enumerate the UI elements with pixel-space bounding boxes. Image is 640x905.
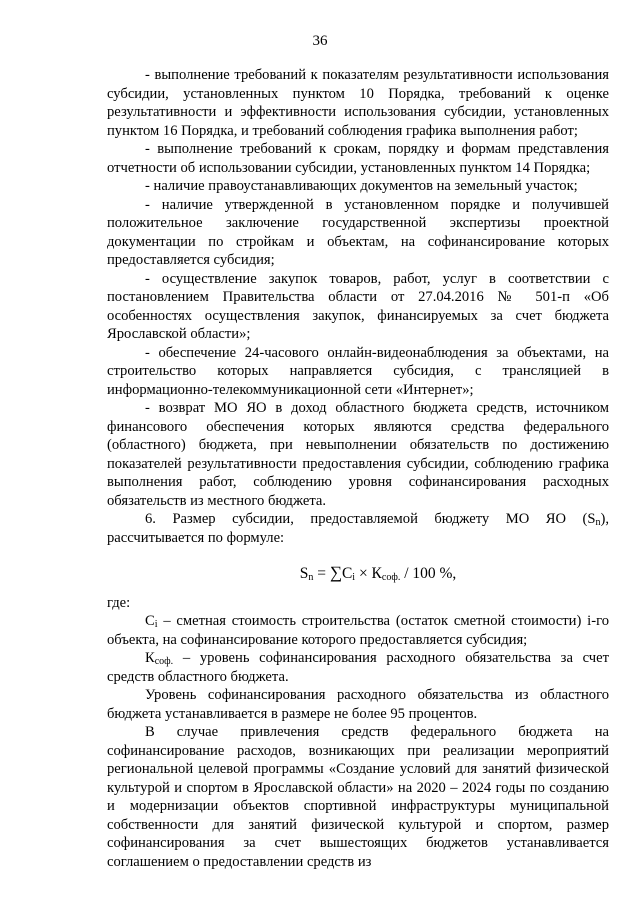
formula-lhs-sub: n [308,572,314,583]
para6-sub: n [595,517,601,528]
def-ci-symbol: C [145,613,155,629]
def-ci-text: – сметная стоимость строительства (остаток сметной стоимости) i-го объекта, на софинансирование которого предоставляется субсидия; [107,613,609,648]
formula-times: × К [355,565,382,582]
page-number: 36 [312,33,328,49]
formula-c-sub: i [352,572,356,583]
paragraph-federal-budget: В случае привлечения средств федерального бюджета на софинансирование расходов, возникающих при реализации мероприятий региональной целевой программы «Создание условий для занятий физической культурой и спортом в Ярославской области» на 2020 – 2024 годы по созданию и модернизации объектов спортивной инфраструктуры муниципальной собственности для занятий физической культурой и спортом, размер софинансирования за счет вышестоящих бюджетов устанавливается соглашением о предоставлении средств из [107,724,609,870]
formula-k-sub: соф. [381,572,401,583]
document-body [107,66,609,871]
para6-text: 6. Размер субсидии, предоставляемой бюджету МО ЯО (S [145,511,596,527]
list-item: - выполнение требований к срокам, порядку и формам представления отчетности об использовании субсидии, установленных пунктом 14 Порядка; [107,141,609,176]
def-ci-sub: i [154,619,158,630]
paragraph-subsidy-size [107,510,609,547]
list-item: - наличие правоустанавливающих документов на земельный участок; [145,178,578,194]
formula-rest: / 100 %, [400,565,457,582]
list-item: - наличие утвержденной в установленном порядке и получившей положительное заключение государственной экспертизы проектной документации по стройкам и объектам, на софинансирование которых предоставляется субсидия; [107,196,609,268]
paragraph-cofinancing-level: Уровень софинансирования расходного обязательства из областного бюджета устанавливается в размере не более 95 процентов. [107,687,609,722]
formula-sigma: ∑ [329,563,342,582]
formula-eq: = [313,565,330,582]
formula-lhs: S [299,565,309,582]
list-item: - выполнение требований к показателям результативности использования субсидии, установленных пунктом 10 Порядка, требований к оценке результативности и эффективности использования субсидии, установленных пунктом 16 Порядка, и требований соблюдения графика выполнения работ; [107,67,609,139]
def-k-sub: соф. [154,656,174,667]
list-item: - обеспечение 24-часового онлайн-видеонаблюдения за объектами, на строительство которых направляется субсидия, с трансляцией в информационно-телекоммуникационной сети «Интернет»; [107,344,609,398]
definition-ci [107,612,609,649]
where-label: где: [107,594,131,611]
para6-tail: ), рассчитывается по формуле: [107,511,609,546]
definition-k [107,649,609,686]
def-k-symbol: К [145,650,155,666]
list-item: - осуществление закупок товаров, работ, услуг в соответствии с постановлением Правительства области от 27.04.2016 № 501-п «Об особенностях осуществления закупок, финансируемых за счет бюджета Ярославской области»; [107,270,609,342]
def-k-text: – уровень софинансирования расходного обязательства за счет средств областного бюджета. [107,650,609,685]
formula-c: C [341,565,353,582]
list-item: - возврат МО ЯО в доход областного бюджета средств, источником финансового обеспечения которых являются средства федерального (областного) бюджета, при невыполнении обязательств по достижению показателей результативности предоставления субсидии, соблюдению графика выполнения работ, соблюдению уровня софинансирования расходных обязательств из местного бюджета. [107,400,609,509]
formula [107,564,609,584]
